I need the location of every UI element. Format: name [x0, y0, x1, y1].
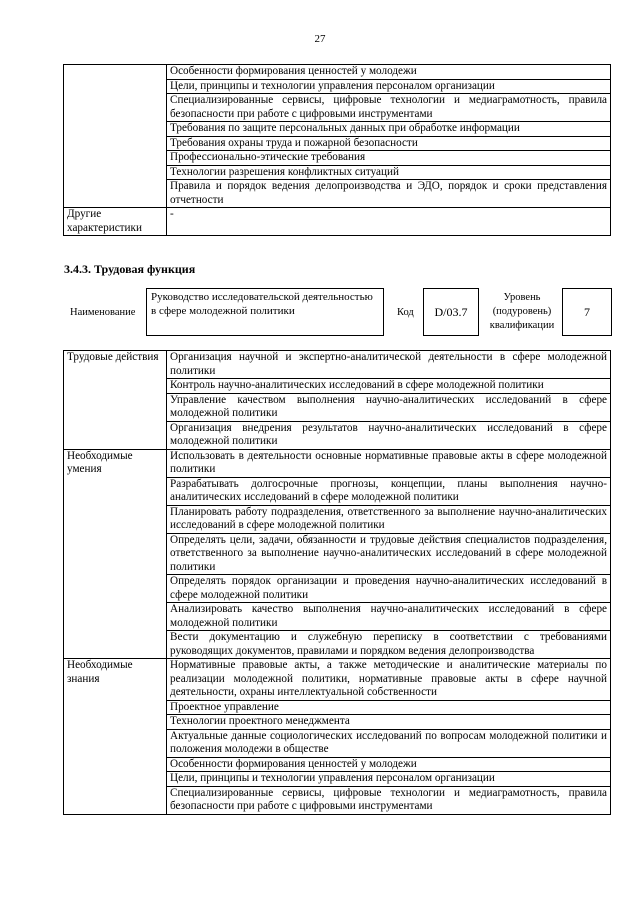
row-item: Особенности формирования ценностей у молодежи [167, 65, 611, 80]
page-number: 27 [314, 33, 326, 45]
table-row [64, 65, 611, 80]
row-item: Профессионально-этические требования [167, 151, 611, 166]
row-item: Актуальные данные социологических исследований по вопросам молодежной политики и положения молодежи в обществе [167, 729, 611, 757]
row-item: Контроль научно-аналитических исследований в сфере молодежной политики [167, 379, 611, 394]
function-name-box: Руководство исследовательской деятельностью в сфере молодежной политики [146, 288, 384, 336]
section-heading: 3.4.3. Трудовая функция [64, 262, 196, 276]
row-item: Определять порядок организации и проведения научно-аналитических исследований в сфере молодежной политики [167, 575, 611, 603]
row-item: Особенности формирования ценностей у молодежи [167, 757, 611, 772]
row-label [64, 65, 167, 208]
row-item: Использовать в деятельности основные нормативные правовые акты в сфере молодежной политики [167, 449, 611, 477]
row-item: Специализированные сервисы, цифровые технологии и медиаграмотность, правила безопасности при работе с цифровыми инструментами [167, 94, 611, 122]
row-item: Цели, принципы и технологии управления персоналом организации [167, 79, 611, 94]
row-item: Проектное управление [167, 700, 611, 715]
row-label: Необходимые умения [64, 449, 167, 659]
row-item: Технологии проектного менеджмента [167, 715, 611, 730]
code-label: Код [397, 307, 414, 318]
row-item: Анализировать качество выполнения научно-аналитических исследований в сфере молодежной политики [167, 603, 611, 631]
row-item: Разрабатывать долгосрочные прогнозы, концепции, планы выполнения научно-аналитических исследований в сфере молодежной политики [167, 477, 611, 505]
row-item: Цели, принципы и технологии управления персоналом организации [167, 772, 611, 787]
table-row [64, 449, 611, 477]
row-item: Правила и порядок ведения делопроизводства и ЭДО, порядок и сроки представления отчетности [167, 180, 611, 208]
row-item: - [167, 208, 611, 236]
row-item: Нормативные правовые акты, а также методические и аналитические материалы по реализации молодежной политики, нормативные правовые акты в сфере научной деятельности, охраны интеллектуальной собственности [167, 659, 611, 701]
top-table [63, 64, 611, 236]
row-item: Планировать работу подразделения, ответственного за выполнение научно-аналитических исследований в сфере молодежной политики [167, 505, 611, 533]
row-item: Специализированные сервисы, цифровые технологии и медиаграмотность, правила безопасности при работе с цифровыми инструментами [167, 786, 611, 814]
row-label: Другие характеристики [64, 208, 167, 236]
row-item: Требования по защите персональных данных при обработке информации [167, 122, 611, 137]
row-label: Необходимые знания [64, 659, 167, 815]
name-label: Наименование [70, 307, 136, 318]
row-item: Требования охраны труда и пожарной безопасности [167, 136, 611, 151]
table-row [64, 659, 611, 701]
code-box: D/03.7 [423, 288, 479, 336]
level-box: 7 [562, 288, 612, 336]
row-item: Технологии разрешения конфликтных ситуаций [167, 165, 611, 180]
row-item: Организация внедрения результатов научно-аналитических исследований в сфере молодежной политики [167, 421, 611, 449]
table-row [64, 351, 611, 379]
row-item: Вести документацию и служебную переписку в соответствии с требованиями руководящих документов, правилами и порядком ведения делопроизводства [167, 631, 611, 659]
row-item: Управление качеством выполнения научно-аналитических исследований в сфере молодежной политики [167, 393, 611, 421]
main-table [63, 350, 611, 815]
level-label: Уровень (подуровень) квалификации [489, 292, 555, 331]
row-item: Определять цели, задачи, обязанности и трудовые действия специалистов подразделения, ответственного за выполнение научно-аналитических исследований в сфере молодежной политики [167, 533, 611, 575]
row-label: Трудовые действия [64, 351, 167, 450]
row-item: Организация научной и экспертно-аналитической деятельности в сфере молодежной политики [167, 351, 611, 379]
table-row [64, 208, 611, 236]
